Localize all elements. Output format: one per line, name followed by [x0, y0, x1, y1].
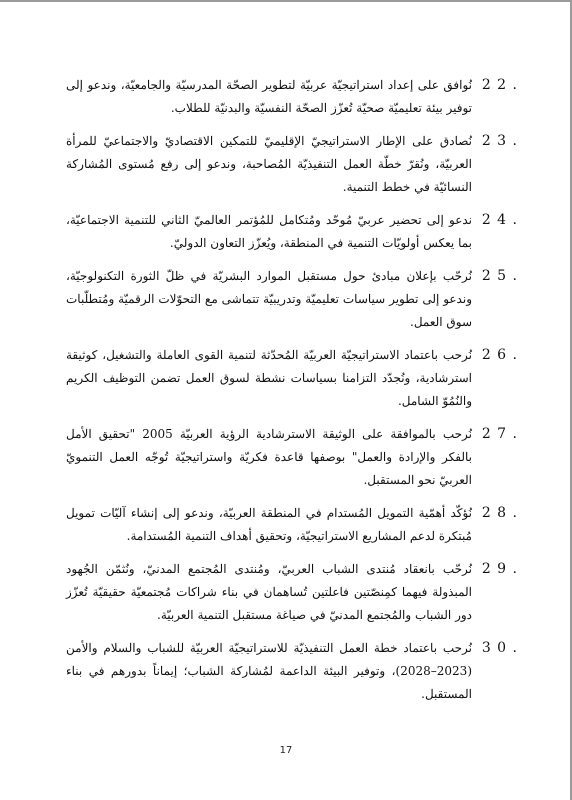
list-item: [66, 130, 516, 199]
item-number: 2 8 .: [481, 505, 518, 521]
item-text: نُوافق على إعداد استراتيجيّة عربيّة لتطوير الصحّة المدرسيّة والجامعيّة، وندعو إلى توفير بيئة تعليميّة صحيّة تُعزّز الصحّة النفسيّة والبدنيّة للطلاب.: [66, 78, 472, 115]
item-number: 2 4 .: [481, 212, 518, 228]
page-number: 17: [279, 745, 293, 756]
item-text: نُؤكّد أهمّية التمويل المُستدام في المنطقة العربيّة، وندعو إلى إنشاء آليّات تمويل مُبتكرة لدعم المشاريع الاستراتيجيّة، وتحقيق أهداف التنمية المُستدامة.: [66, 506, 472, 543]
item-text: ندعو إلى تحضير عربيّ مُوحّد ومُتكامل للمُؤتمر العالميّ الثاني للتنمية الاجتماعيّة، بما يعكس أولويّات التنمية في المنطقة، ويُعزّز التعاون الدوليّ.: [66, 213, 472, 250]
item-text: نُرحّب بانعقاد مُنتدى الشباب العربيّ، ومُنتدى المُجتمع المدنيّ، ونُثمّن الجُهود المبذولة فيهما كمِنصّتين فاعلتين تُساهمان في بناء شراكات مُجتمعيّة حقيقيّة تُعزّز دور الشباب والمُجتمع المدنيّ في صياغة مستقبل التنمية العربيّة.: [66, 562, 472, 622]
item-number: 2 2 .: [481, 77, 518, 93]
item-text: نُرحب باعتماد خطة العمل التنفيذيّة للاستراتيجيّة العربيّة للشباب والسلام والأمن (2023–2028)، وتوفير البيئة الداعمة لمُشاركة الشباب؛ إيماناً بدورهم في بناء المستقبل.: [66, 641, 472, 701]
list-item: [66, 344, 516, 413]
item-text: نُصادق على الإطار الاستراتيجيّ الإقليميّ للتمكين الاقتصاديّ والاجتماعيّ للمرأة العربيّة، ونُقرّ خطّة العمل التنفيذيّة المُصاحبة، وندعو إلى رفع مُستوى المُشاركة النسائيّة في خطط التنمية.: [66, 134, 472, 194]
item-text: نُرحّب بإعلان مبادئ حول مستقبل الموارد البشريّة في ظلّ الثورة التكنولوجيّة، وندعو إلى تطوير سياسات تعليميّة وتدريبيّة تتماشى مع التحوّلات الرقميّة ومُتطلّبات سوق العمل.: [66, 269, 472, 329]
numbered-paragraph-list: [66, 74, 516, 716]
list-item: [66, 74, 516, 120]
item-text: نُرحب باعتماد الاستراتيجيّة العربيّة المُحدّثة لتنمية القوى العاملة والتشغيل، كوثيقة استرشادية، ونُجدّد التزامنا بسياسات نشطة لسوق العمل تضمن التوظيف الكريم والنُمُوّ الشامل.: [66, 348, 472, 408]
item-number: 2 7 .: [481, 426, 518, 442]
item-number: 2 5 .: [481, 268, 518, 284]
item-number: 2 6 .: [481, 347, 518, 363]
page-border-top: [0, 0, 572, 2]
list-item: [66, 265, 516, 334]
list-item: [66, 209, 516, 255]
list-item: [66, 558, 516, 627]
item-number: 3 0 .: [481, 640, 518, 656]
item-number: 2 3 .: [481, 133, 518, 149]
list-item: [66, 423, 516, 492]
item-text: نُرحب بالموافقة على الوثيقة الاسترشادية الرؤية العربيّة 2005 "تحقيق الأمل بالفكر والإرادة والعمل" بوصفها قاعدة فكريّة واستراتيجيّة تُوجّه العمل التنمويّ العربيّ نحو المستقبل.: [66, 427, 472, 487]
list-item: [66, 502, 516, 548]
item-number: 2 9 .: [481, 561, 518, 577]
list-item: [66, 637, 516, 706]
